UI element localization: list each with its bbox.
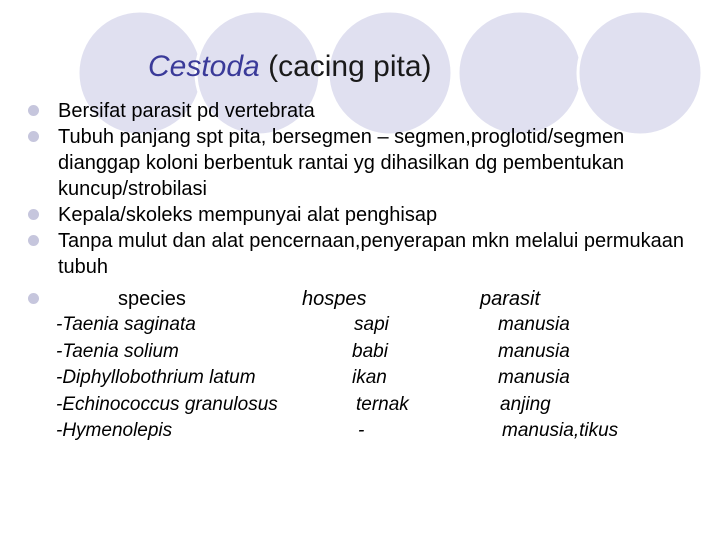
bullet-list xyxy=(28,98,708,280)
bullet-dot-icon xyxy=(28,131,39,142)
table-row xyxy=(0,312,720,339)
bullet-text: Tanpa mulut dan alat pencernaan,penyerapan mkn melalui permukaan tubuh xyxy=(58,230,684,278)
table-row xyxy=(0,418,720,445)
species-table xyxy=(0,312,720,445)
header-parasit: parasit xyxy=(480,288,541,310)
bullet-item xyxy=(28,202,708,228)
cell-species: -Echinococcus granulosus xyxy=(56,393,278,415)
bullet-dot-icon xyxy=(28,235,39,246)
bullet-text: Kepala/skoleks mempunyai alat penghisap xyxy=(58,204,438,226)
header-hospes: hospes xyxy=(302,288,367,310)
header-species: species xyxy=(118,288,186,310)
table-header-row xyxy=(0,286,720,312)
cell-hospes: babi xyxy=(352,340,388,362)
bullet-item xyxy=(28,124,708,202)
cell-parasit: manusia xyxy=(498,367,570,388)
table-row xyxy=(0,365,720,392)
bullet-dot-icon xyxy=(28,209,39,220)
bullet-item xyxy=(28,98,708,124)
bullet-item xyxy=(28,228,708,280)
table-row xyxy=(0,392,720,419)
cell-species: -Diphyllobothrium latum xyxy=(56,367,256,388)
cell-hospes: - xyxy=(358,420,365,441)
title-rest: (cacing pita) xyxy=(259,50,432,83)
bullet-text: Tubuh panjang spt pita, bersegmen – segmen,proglotid/segmen dianggap koloni berbentuk rantai yg dihasilkan dg pembentukan kuncup/strobilasi xyxy=(58,126,625,200)
bullet-dot-icon xyxy=(28,293,39,304)
slide-title xyxy=(148,48,432,86)
table-row xyxy=(0,339,720,366)
cell-species: -Taenia saginata xyxy=(56,314,196,335)
cell-parasit: manusia xyxy=(498,314,570,335)
cell-species: -Hymenolepis xyxy=(56,420,173,441)
cell-species: -Taenia solium xyxy=(56,340,179,362)
cell-hospes: ikan xyxy=(352,367,387,388)
cell-hospes: sapi xyxy=(354,314,389,335)
bullet-text: Bersifat parasit pd vertebrata xyxy=(58,100,315,122)
cell-parasit: anjing xyxy=(500,393,551,415)
bullet-dot-icon xyxy=(28,105,39,116)
cell-parasit: manusia xyxy=(498,340,570,362)
title-main: Cestoda xyxy=(148,50,260,83)
cell-hospes: ternak xyxy=(356,393,409,415)
cell-parasit: manusia,tikus xyxy=(502,420,619,441)
